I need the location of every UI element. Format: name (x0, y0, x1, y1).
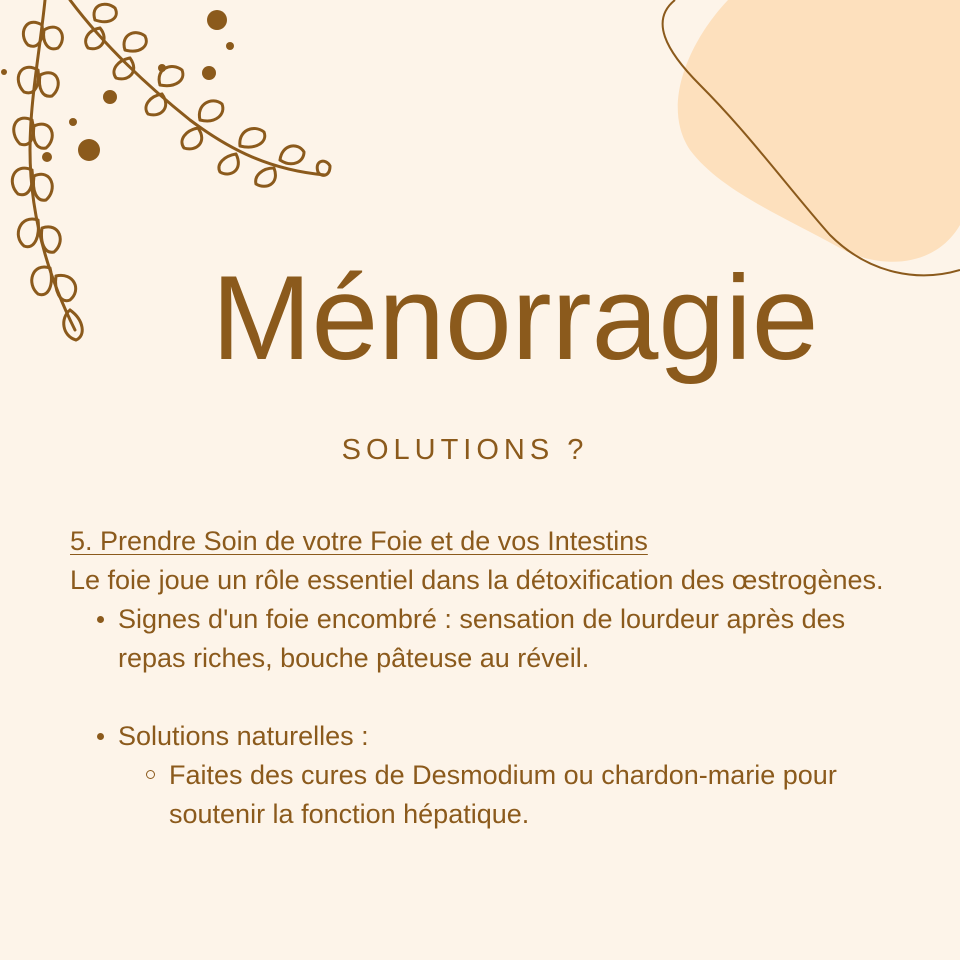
page-subtitle: SOLUTIONS ? (341, 434, 589, 466)
bullet-dot-icon (97, 616, 104, 623)
bullet-dot-icon (97, 733, 104, 740)
sub-list-item-text: Faites des cures de Desmodium ou chardon-marie pour soutenir la fonction hépatique. (169, 760, 837, 829)
section-heading: 5. Prendre Soin de votre Foie et de vos Intestins (70, 526, 648, 556)
bullet-circle-icon (146, 770, 155, 779)
intro-paragraph: Le foie joue un rôle essentiel dans la détoxification des œstrogènes. (70, 565, 884, 595)
list-item-text: Signes d'un foie encombré : sensation de lourdeur après des repas riches, bouche pâteuse au réveil. (118, 604, 846, 673)
list-item (118, 717, 900, 834)
sub-bullet-list (118, 756, 900, 834)
bullet-list (70, 600, 900, 834)
sub-list-item (169, 756, 900, 834)
page-title: Ménorragie (211, 251, 819, 385)
list-spacer (118, 678, 900, 717)
list-item-text: Solutions naturelles : (118, 721, 369, 751)
content-block (70, 522, 900, 834)
list-item (118, 600, 900, 678)
